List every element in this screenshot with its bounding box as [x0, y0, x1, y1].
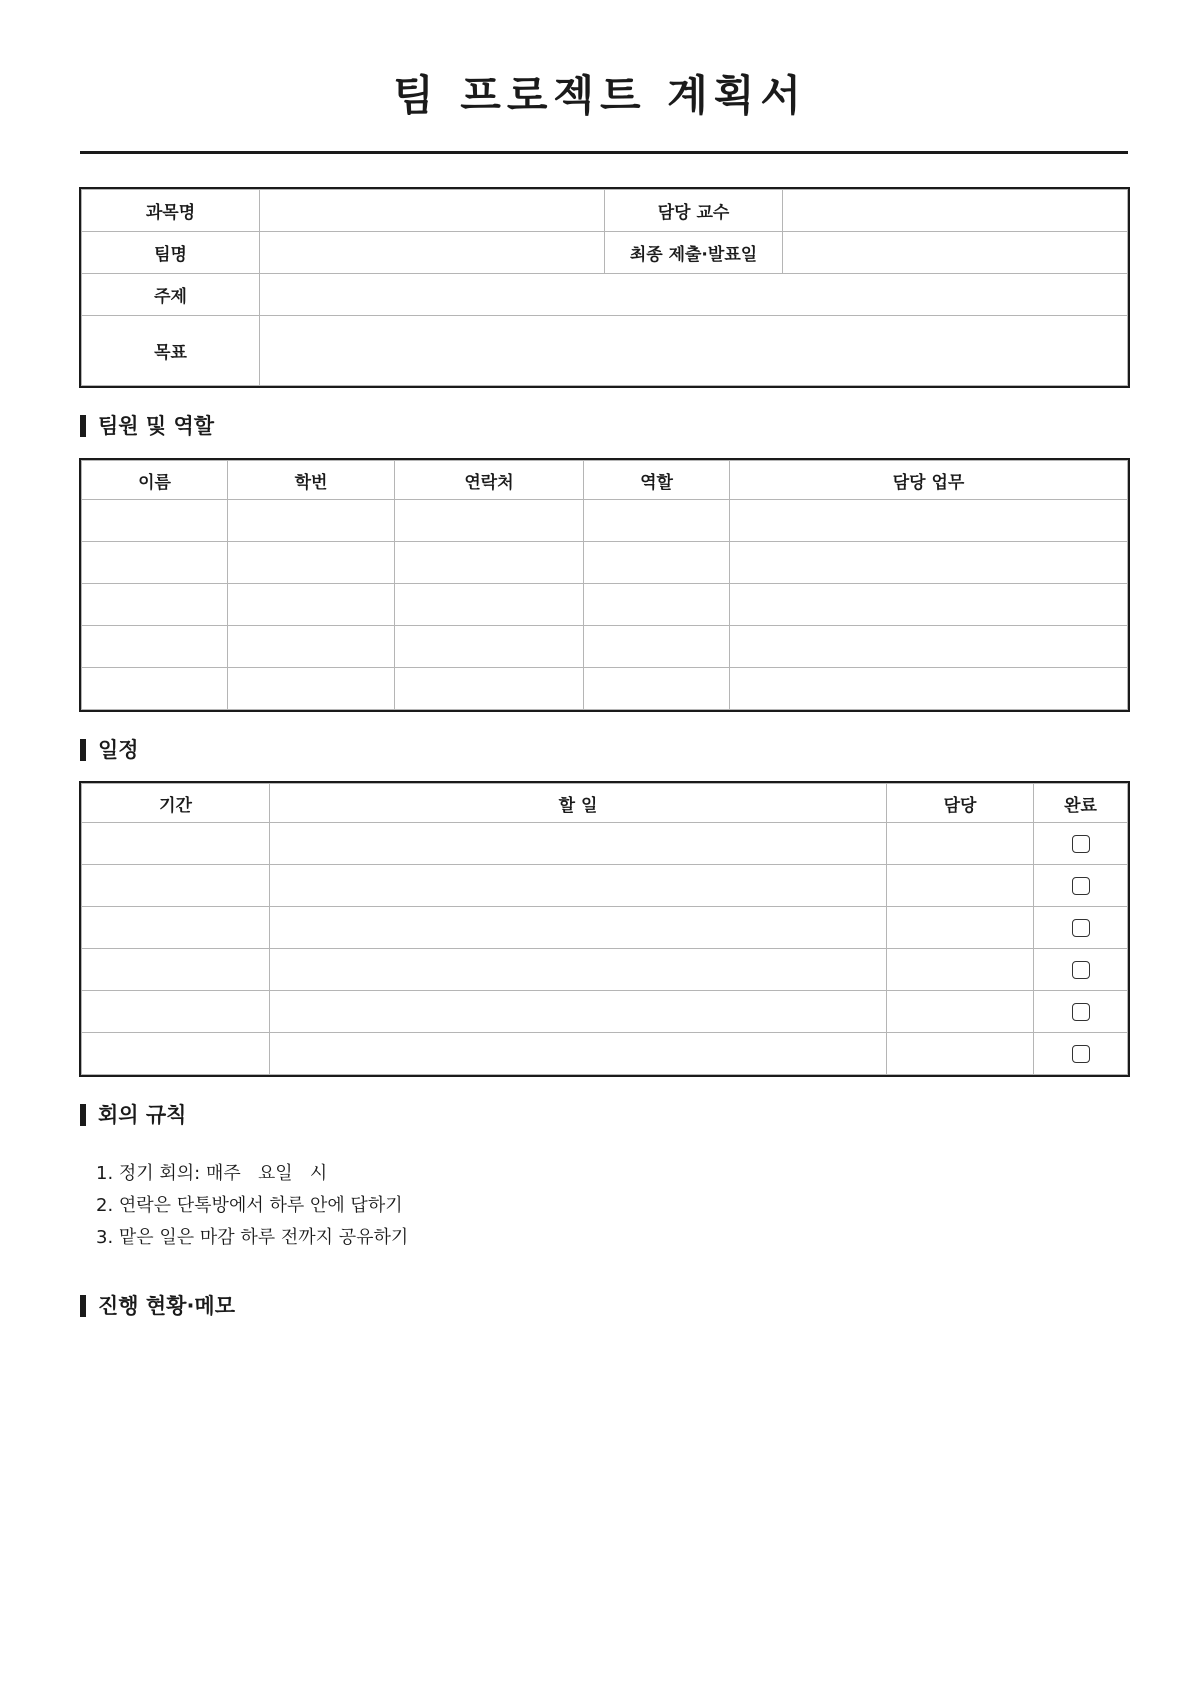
column-header-task: 할 일 — [270, 784, 887, 823]
rule-item: 1. 정기 회의: 매주 요일 시 — [96, 1163, 328, 1184]
deadline-value-cell[interactable] — [783, 232, 1128, 274]
duties-cell[interactable] — [730, 542, 1128, 584]
contact-cell[interactable] — [395, 668, 584, 710]
progress-memo-area[interactable] — [80, 1340, 1128, 1640]
schedule-header-row — [82, 784, 1128, 823]
section-heading-text: 회의 규칙 — [98, 1103, 187, 1127]
column-header-period: 기간 — [82, 784, 270, 823]
task-cell[interactable] — [270, 823, 887, 865]
done-cell — [1034, 949, 1128, 991]
member-row — [82, 542, 1128, 584]
members-header-row — [82, 461, 1128, 500]
done-cell — [1034, 1033, 1128, 1075]
column-header-done: 완료 — [1034, 784, 1128, 823]
owner-cell[interactable] — [887, 907, 1034, 949]
deadline-label: 최종 제출·발표일 — [605, 232, 783, 274]
schedule-body — [82, 823, 1128, 1075]
task-cell[interactable] — [270, 991, 887, 1033]
done-checkbox[interactable] — [1072, 877, 1090, 895]
rule-item: 2. 연락은 단톡방에서 하루 안에 답하기 — [96, 1195, 403, 1216]
section-heading-text: 팀원 및 역할 — [98, 414, 215, 438]
section-heading-progress-memo — [80, 1292, 235, 1320]
duties-cell[interactable] — [730, 668, 1128, 710]
student-id-cell[interactable] — [228, 500, 395, 542]
topic-value-cell[interactable] — [260, 274, 1128, 316]
student-id-cell[interactable] — [228, 668, 395, 710]
role-cell[interactable] — [584, 584, 730, 626]
role-cell[interactable] — [584, 542, 730, 584]
section-heading-schedule — [80, 736, 139, 764]
name-cell[interactable] — [82, 500, 228, 542]
course-value-cell[interactable] — [260, 190, 605, 232]
info-row-course — [82, 190, 1128, 232]
professor-label: 담당 교수 — [605, 190, 783, 232]
column-header-contact: 연락처 — [395, 461, 584, 500]
owner-cell[interactable] — [887, 991, 1034, 1033]
role-cell[interactable] — [584, 668, 730, 710]
student-id-cell[interactable] — [228, 584, 395, 626]
owner-cell[interactable] — [887, 1033, 1034, 1075]
contact-cell[interactable] — [395, 542, 584, 584]
done-checkbox[interactable] — [1072, 835, 1090, 853]
role-cell[interactable] — [584, 500, 730, 542]
topic-label: 주제 — [82, 274, 260, 316]
student-id-cell[interactable] — [228, 542, 395, 584]
team-value-cell[interactable] — [260, 232, 605, 274]
contact-cell[interactable] — [395, 584, 584, 626]
schedule-table — [81, 783, 1128, 1075]
duties-cell[interactable] — [730, 584, 1128, 626]
name-cell[interactable] — [82, 542, 228, 584]
schedule-row — [82, 991, 1128, 1033]
column-header-duties: 담당 업무 — [730, 461, 1128, 500]
period-cell[interactable] — [82, 823, 270, 865]
goal-label: 목표 — [82, 316, 260, 386]
info-row-team — [82, 232, 1128, 274]
member-row — [82, 500, 1128, 542]
contact-cell[interactable] — [395, 626, 584, 668]
column-header-role: 역할 — [584, 461, 730, 500]
column-header-owner: 담당 — [887, 784, 1034, 823]
team-label: 팀명 — [82, 232, 260, 274]
rule-item: 3. 맡은 일은 마감 하루 전까지 공유하기 — [96, 1227, 409, 1248]
contact-cell[interactable] — [395, 500, 584, 542]
period-cell[interactable] — [82, 1033, 270, 1075]
period-cell[interactable] — [82, 907, 270, 949]
section-heading-text: 진행 현황·메모 — [98, 1294, 236, 1318]
period-cell[interactable] — [82, 991, 270, 1033]
done-cell — [1034, 865, 1128, 907]
title-divider — [80, 151, 1128, 154]
done-checkbox[interactable] — [1072, 1045, 1090, 1063]
task-cell[interactable] — [270, 1033, 887, 1075]
meeting-rules-list — [96, 1158, 408, 1254]
section-marker — [80, 415, 86, 437]
section-heading-members — [80, 412, 214, 440]
done-cell — [1034, 907, 1128, 949]
schedule-row — [82, 1033, 1128, 1075]
task-cell[interactable] — [270, 907, 887, 949]
goal-value-cell[interactable] — [260, 316, 1128, 386]
section-marker — [80, 1104, 86, 1126]
member-row — [82, 668, 1128, 710]
name-cell[interactable] — [82, 668, 228, 710]
schedule-row — [82, 949, 1128, 991]
members-body — [82, 500, 1128, 710]
info-row-goal — [82, 316, 1128, 386]
done-cell — [1034, 991, 1128, 1033]
duties-cell[interactable] — [730, 626, 1128, 668]
schedule-row — [82, 865, 1128, 907]
section-marker — [80, 1295, 86, 1317]
schedule-row — [82, 907, 1128, 949]
member-row — [82, 626, 1128, 668]
owner-cell[interactable] — [887, 949, 1034, 991]
name-cell[interactable] — [82, 584, 228, 626]
section-marker — [80, 739, 86, 761]
column-header-student-id: 학번 — [228, 461, 395, 500]
task-cell[interactable] — [270, 949, 887, 991]
owner-cell[interactable] — [887, 865, 1034, 907]
page-title: 팀 프로젝트 계획서 — [393, 71, 807, 120]
done-checkbox[interactable] — [1072, 1003, 1090, 1021]
section-heading-meeting-rules — [80, 1101, 186, 1129]
name-cell[interactable] — [82, 626, 228, 668]
period-cell[interactable] — [82, 949, 270, 991]
student-id-cell[interactable] — [228, 626, 395, 668]
info-row-topic — [82, 274, 1128, 316]
members-table — [81, 460, 1128, 710]
role-cell[interactable] — [584, 626, 730, 668]
done-checkbox[interactable] — [1072, 919, 1090, 937]
done-cell — [1034, 823, 1128, 865]
owner-cell[interactable] — [887, 823, 1034, 865]
member-row — [82, 584, 1128, 626]
project-info-table — [81, 189, 1128, 386]
task-cell[interactable] — [270, 865, 887, 907]
duties-cell[interactable] — [730, 500, 1128, 542]
course-label: 과목명 — [82, 190, 260, 232]
column-header-name: 이름 — [82, 461, 228, 500]
period-cell[interactable] — [82, 865, 270, 907]
professor-value-cell[interactable] — [783, 190, 1128, 232]
done-checkbox[interactable] — [1072, 961, 1090, 979]
section-heading-text: 일정 — [98, 738, 139, 762]
schedule-row — [82, 823, 1128, 865]
